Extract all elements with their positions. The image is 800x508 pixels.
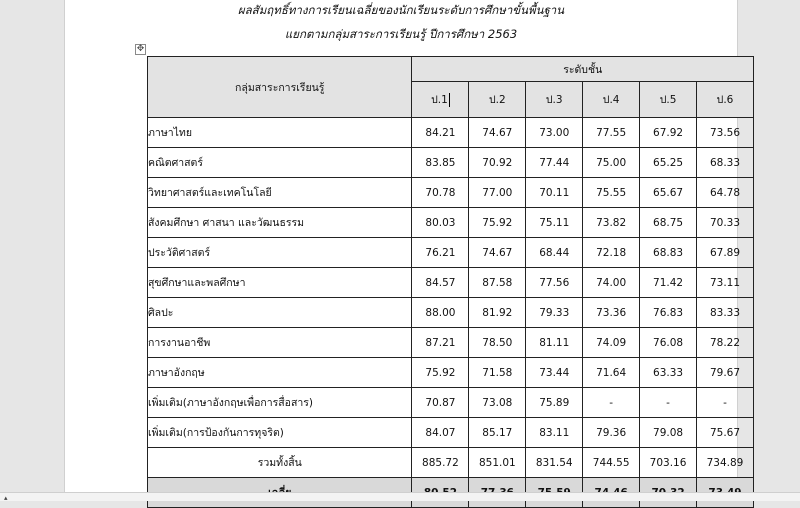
score-cell[interactable]: 73.36 <box>583 298 640 328</box>
score-cell[interactable]: 77.44 <box>526 148 583 178</box>
score-cell[interactable]: 88.00 <box>412 298 469 328</box>
table-row <box>148 238 754 268</box>
table-row <box>148 388 754 418</box>
document-title-line1: ผลสัมฤทธิ์ทางการเรียนเฉลี่ยของนักเรียนระดับการศึกษาขั้นพื้นฐาน <box>237 3 565 17</box>
score-cell[interactable]: 63.33 <box>640 358 697 388</box>
total-value-cell[interactable]: 744.55 <box>583 448 640 478</box>
table-row <box>148 358 754 388</box>
score-cell[interactable]: 72.18 <box>583 238 640 268</box>
table-row <box>148 328 754 358</box>
score-cell[interactable]: 75.11 <box>526 208 583 238</box>
score-cell[interactable]: 77.55 <box>583 118 640 148</box>
score-cell[interactable]: 85.17 <box>469 418 526 448</box>
subject-cell[interactable]: ภาษาอังกฤษ <box>148 358 412 388</box>
document-title-line2: แยกตามกลุ่มสาระการเรียนรู้ ปีการศึกษา 2563 <box>284 27 518 41</box>
score-cell[interactable]: 70.33 <box>697 208 754 238</box>
total-label-cell[interactable]: รวมทั้งสิ้น <box>148 448 412 478</box>
table-row <box>148 298 754 328</box>
subject-cell[interactable]: เพิ่มเติม(ภาษาอังกฤษเพื่อการสื่อสาร) <box>148 388 412 418</box>
score-cell[interactable]: 71.58 <box>469 358 526 388</box>
score-cell[interactable]: 70.78 <box>412 178 469 208</box>
score-cell[interactable]: 74.00 <box>583 268 640 298</box>
level-column-header: ระดับชั้น <box>412 57 754 82</box>
score-cell[interactable]: 73.00 <box>526 118 583 148</box>
table-row <box>148 148 754 178</box>
score-cell[interactable]: 73.56 <box>697 118 754 148</box>
subject-cell[interactable]: เพิ่มเติม(การป้องกันการทุจริต) <box>148 418 412 448</box>
score-cell[interactable]: 79.33 <box>526 298 583 328</box>
status-strip <box>0 492 800 501</box>
score-cell[interactable]: 68.44 <box>526 238 583 268</box>
text-cursor <box>449 93 450 107</box>
score-cell[interactable]: 75.00 <box>583 148 640 178</box>
score-cell[interactable]: 79.67 <box>697 358 754 388</box>
table-row <box>148 418 754 448</box>
score-cell[interactable]: 68.83 <box>640 238 697 268</box>
score-cell[interactable]: 83.85 <box>412 148 469 178</box>
score-cell[interactable]: 71.64 <box>583 358 640 388</box>
table-row <box>148 178 754 208</box>
subject-cell[interactable]: สุขศึกษาและพลศึกษา <box>148 268 412 298</box>
score-cell[interactable]: 73.82 <box>583 208 640 238</box>
scroll-mark-icon: ▴ <box>4 494 8 502</box>
grade-header-p3[interactable]: ป.3 <box>526 82 583 118</box>
score-cell[interactable]: 70.92 <box>469 148 526 178</box>
score-cell[interactable]: 84.21 <box>412 118 469 148</box>
score-cell[interactable]: 83.11 <box>526 418 583 448</box>
subject-cell[interactable]: วิทยาศาสตร์และเทคโนโลยี <box>148 178 412 208</box>
total-value-cell[interactable]: 831.54 <box>526 448 583 478</box>
score-cell[interactable]: 83.33 <box>697 298 754 328</box>
subject-cell[interactable]: คณิตศาสตร์ <box>148 148 412 178</box>
score-cell[interactable]: 76.21 <box>412 238 469 268</box>
table-row <box>148 118 754 148</box>
grade-header-p2[interactable]: ป.2 <box>469 82 526 118</box>
score-cell[interactable]: 79.08 <box>640 418 697 448</box>
score-cell[interactable]: 79.36 <box>583 418 640 448</box>
grade-header-p6[interactable]: ป.6 <box>697 82 754 118</box>
score-cell[interactable]: 87.21 <box>412 328 469 358</box>
score-cell[interactable]: 87.58 <box>469 268 526 298</box>
total-value-cell[interactable]: 734.89 <box>697 448 754 478</box>
score-cell[interactable]: 81.11 <box>526 328 583 358</box>
grade-header-label: ป.1 <box>431 94 448 106</box>
table-row <box>148 268 754 298</box>
score-cell[interactable]: 84.57 <box>412 268 469 298</box>
subject-cell[interactable]: สังคมศึกษา ศาสนา และวัฒนธรรม <box>148 208 412 238</box>
score-cell[interactable]: 78.50 <box>469 328 526 358</box>
grades-table <box>147 56 754 508</box>
score-cell[interactable]: - <box>583 388 640 418</box>
total-value-cell[interactable]: 885.72 <box>412 448 469 478</box>
score-cell[interactable]: - <box>640 388 697 418</box>
subject-cell[interactable]: ภาษาไทย <box>148 118 412 148</box>
grade-header-p5[interactable]: ป.5 <box>640 82 697 118</box>
score-cell[interactable]: 68.75 <box>640 208 697 238</box>
score-cell[interactable]: 73.11 <box>697 268 754 298</box>
score-cell[interactable]: 84.07 <box>412 418 469 448</box>
score-cell[interactable]: 76.08 <box>640 328 697 358</box>
score-cell[interactable]: 78.22 <box>697 328 754 358</box>
move-handle-icon[interactable]: ✥ <box>136 44 145 54</box>
grade-header-p1[interactable] <box>412 82 469 118</box>
subject-cell[interactable]: ศิลปะ <box>148 298 412 328</box>
score-cell[interactable]: 65.67 <box>640 178 697 208</box>
subject-column-header: กลุ่มสาระการเรียนรู้ <box>148 57 412 118</box>
score-cell[interactable]: 75.67 <box>697 418 754 448</box>
score-cell[interactable]: 64.78 <box>697 178 754 208</box>
score-cell[interactable]: 81.92 <box>469 298 526 328</box>
score-cell[interactable]: 68.33 <box>697 148 754 178</box>
score-cell[interactable]: 75.89 <box>526 388 583 418</box>
score-cell[interactable]: 65.25 <box>640 148 697 178</box>
score-cell[interactable]: 74.67 <box>469 238 526 268</box>
score-cell[interactable]: 80.03 <box>412 208 469 238</box>
subject-cell[interactable]: การงานอาชีพ <box>148 328 412 358</box>
score-cell[interactable]: 75.92 <box>412 358 469 388</box>
score-cell[interactable]: 70.87 <box>412 388 469 418</box>
score-cell[interactable]: 76.83 <box>640 298 697 328</box>
score-cell[interactable]: 67.92 <box>640 118 697 148</box>
score-cell[interactable]: 67.89 <box>697 238 754 268</box>
score-cell[interactable]: 77.56 <box>526 268 583 298</box>
score-cell[interactable]: 75.55 <box>583 178 640 208</box>
total-value-cell[interactable]: 703.16 <box>640 448 697 478</box>
score-cell[interactable]: 70.11 <box>526 178 583 208</box>
total-value-cell[interactable]: 851.01 <box>469 448 526 478</box>
score-cell[interactable]: 73.08 <box>469 388 526 418</box>
score-cell[interactable]: 75.92 <box>469 208 526 238</box>
score-cell[interactable]: 74.67 <box>469 118 526 148</box>
grade-header-p4[interactable]: ป.4 <box>583 82 640 118</box>
subject-cell[interactable]: ประวัติศาสตร์ <box>148 238 412 268</box>
document-page <box>64 0 744 492</box>
table-row <box>148 208 754 238</box>
score-cell[interactable]: 71.42 <box>640 268 697 298</box>
score-cell[interactable]: - <box>697 388 754 418</box>
score-cell[interactable]: 74.09 <box>583 328 640 358</box>
total-row <box>148 448 754 478</box>
score-cell[interactable]: 77.00 <box>469 178 526 208</box>
score-cell[interactable]: 73.44 <box>526 358 583 388</box>
